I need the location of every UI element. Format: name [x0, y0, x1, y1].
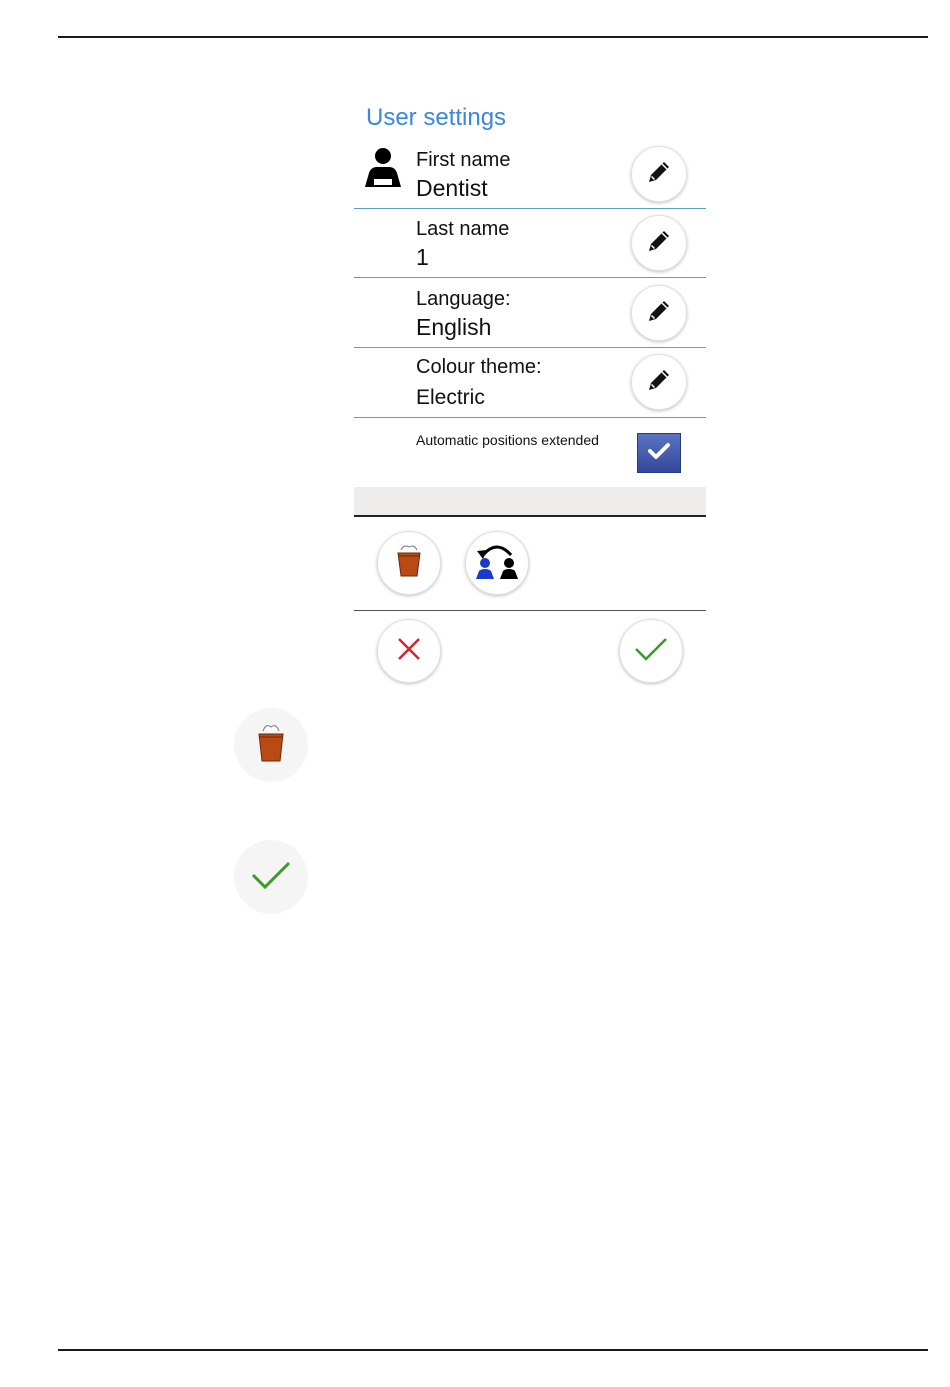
user-settings-title: User settings [366, 104, 507, 131]
delete-user-button[interactable] [377, 531, 441, 595]
cancel-button[interactable] [377, 619, 441, 683]
user-icon [361, 145, 405, 194]
first-name-label: First name [416, 149, 511, 171]
last-name-row [354, 208, 706, 278]
trash-bucket-icon [394, 544, 424, 583]
legend-confirm-icon [234, 840, 308, 914]
edit-colour-theme-button[interactable] [631, 354, 687, 410]
confirm-button[interactable] [619, 619, 683, 683]
colour-theme-value: Electric [416, 386, 485, 409]
pencil-icon [645, 227, 673, 260]
last-name-value: 1 [416, 244, 429, 270]
language-label: Language: [416, 288, 511, 310]
edit-language-button[interactable] [631, 285, 687, 341]
first-name-row [354, 139, 706, 209]
language-row [354, 278, 706, 348]
check-icon [646, 440, 672, 467]
edit-first-name-button[interactable] [631, 146, 687, 202]
switch-user-button[interactable] [465, 531, 529, 595]
page-top-rule [58, 36, 928, 38]
legend-delete-icon [234, 708, 308, 782]
checkmark-icon [250, 859, 292, 896]
colour-theme-row [354, 348, 706, 418]
last-name-label: Last name [416, 218, 510, 240]
edit-last-name-button[interactable] [631, 215, 687, 271]
actions-separator [354, 610, 706, 611]
cross-icon [395, 635, 423, 668]
section-divider-bar [354, 487, 706, 517]
pencil-icon [645, 158, 673, 191]
page-bottom-rule [58, 1349, 928, 1351]
auto-positions-checkbox[interactable] [637, 433, 681, 473]
language-value: English [416, 314, 492, 340]
switch-user-icon [471, 541, 523, 586]
colour-theme-label: Colour theme: [416, 356, 542, 378]
auto-positions-row [354, 418, 706, 487]
auto-positions-label: Automatic positions extended [416, 432, 599, 448]
trash-bucket-icon [255, 723, 287, 768]
first-name-value: Dentist [416, 175, 488, 201]
pencil-icon [645, 297, 673, 330]
pencil-icon [645, 366, 673, 399]
checkmark-icon [633, 635, 669, 668]
